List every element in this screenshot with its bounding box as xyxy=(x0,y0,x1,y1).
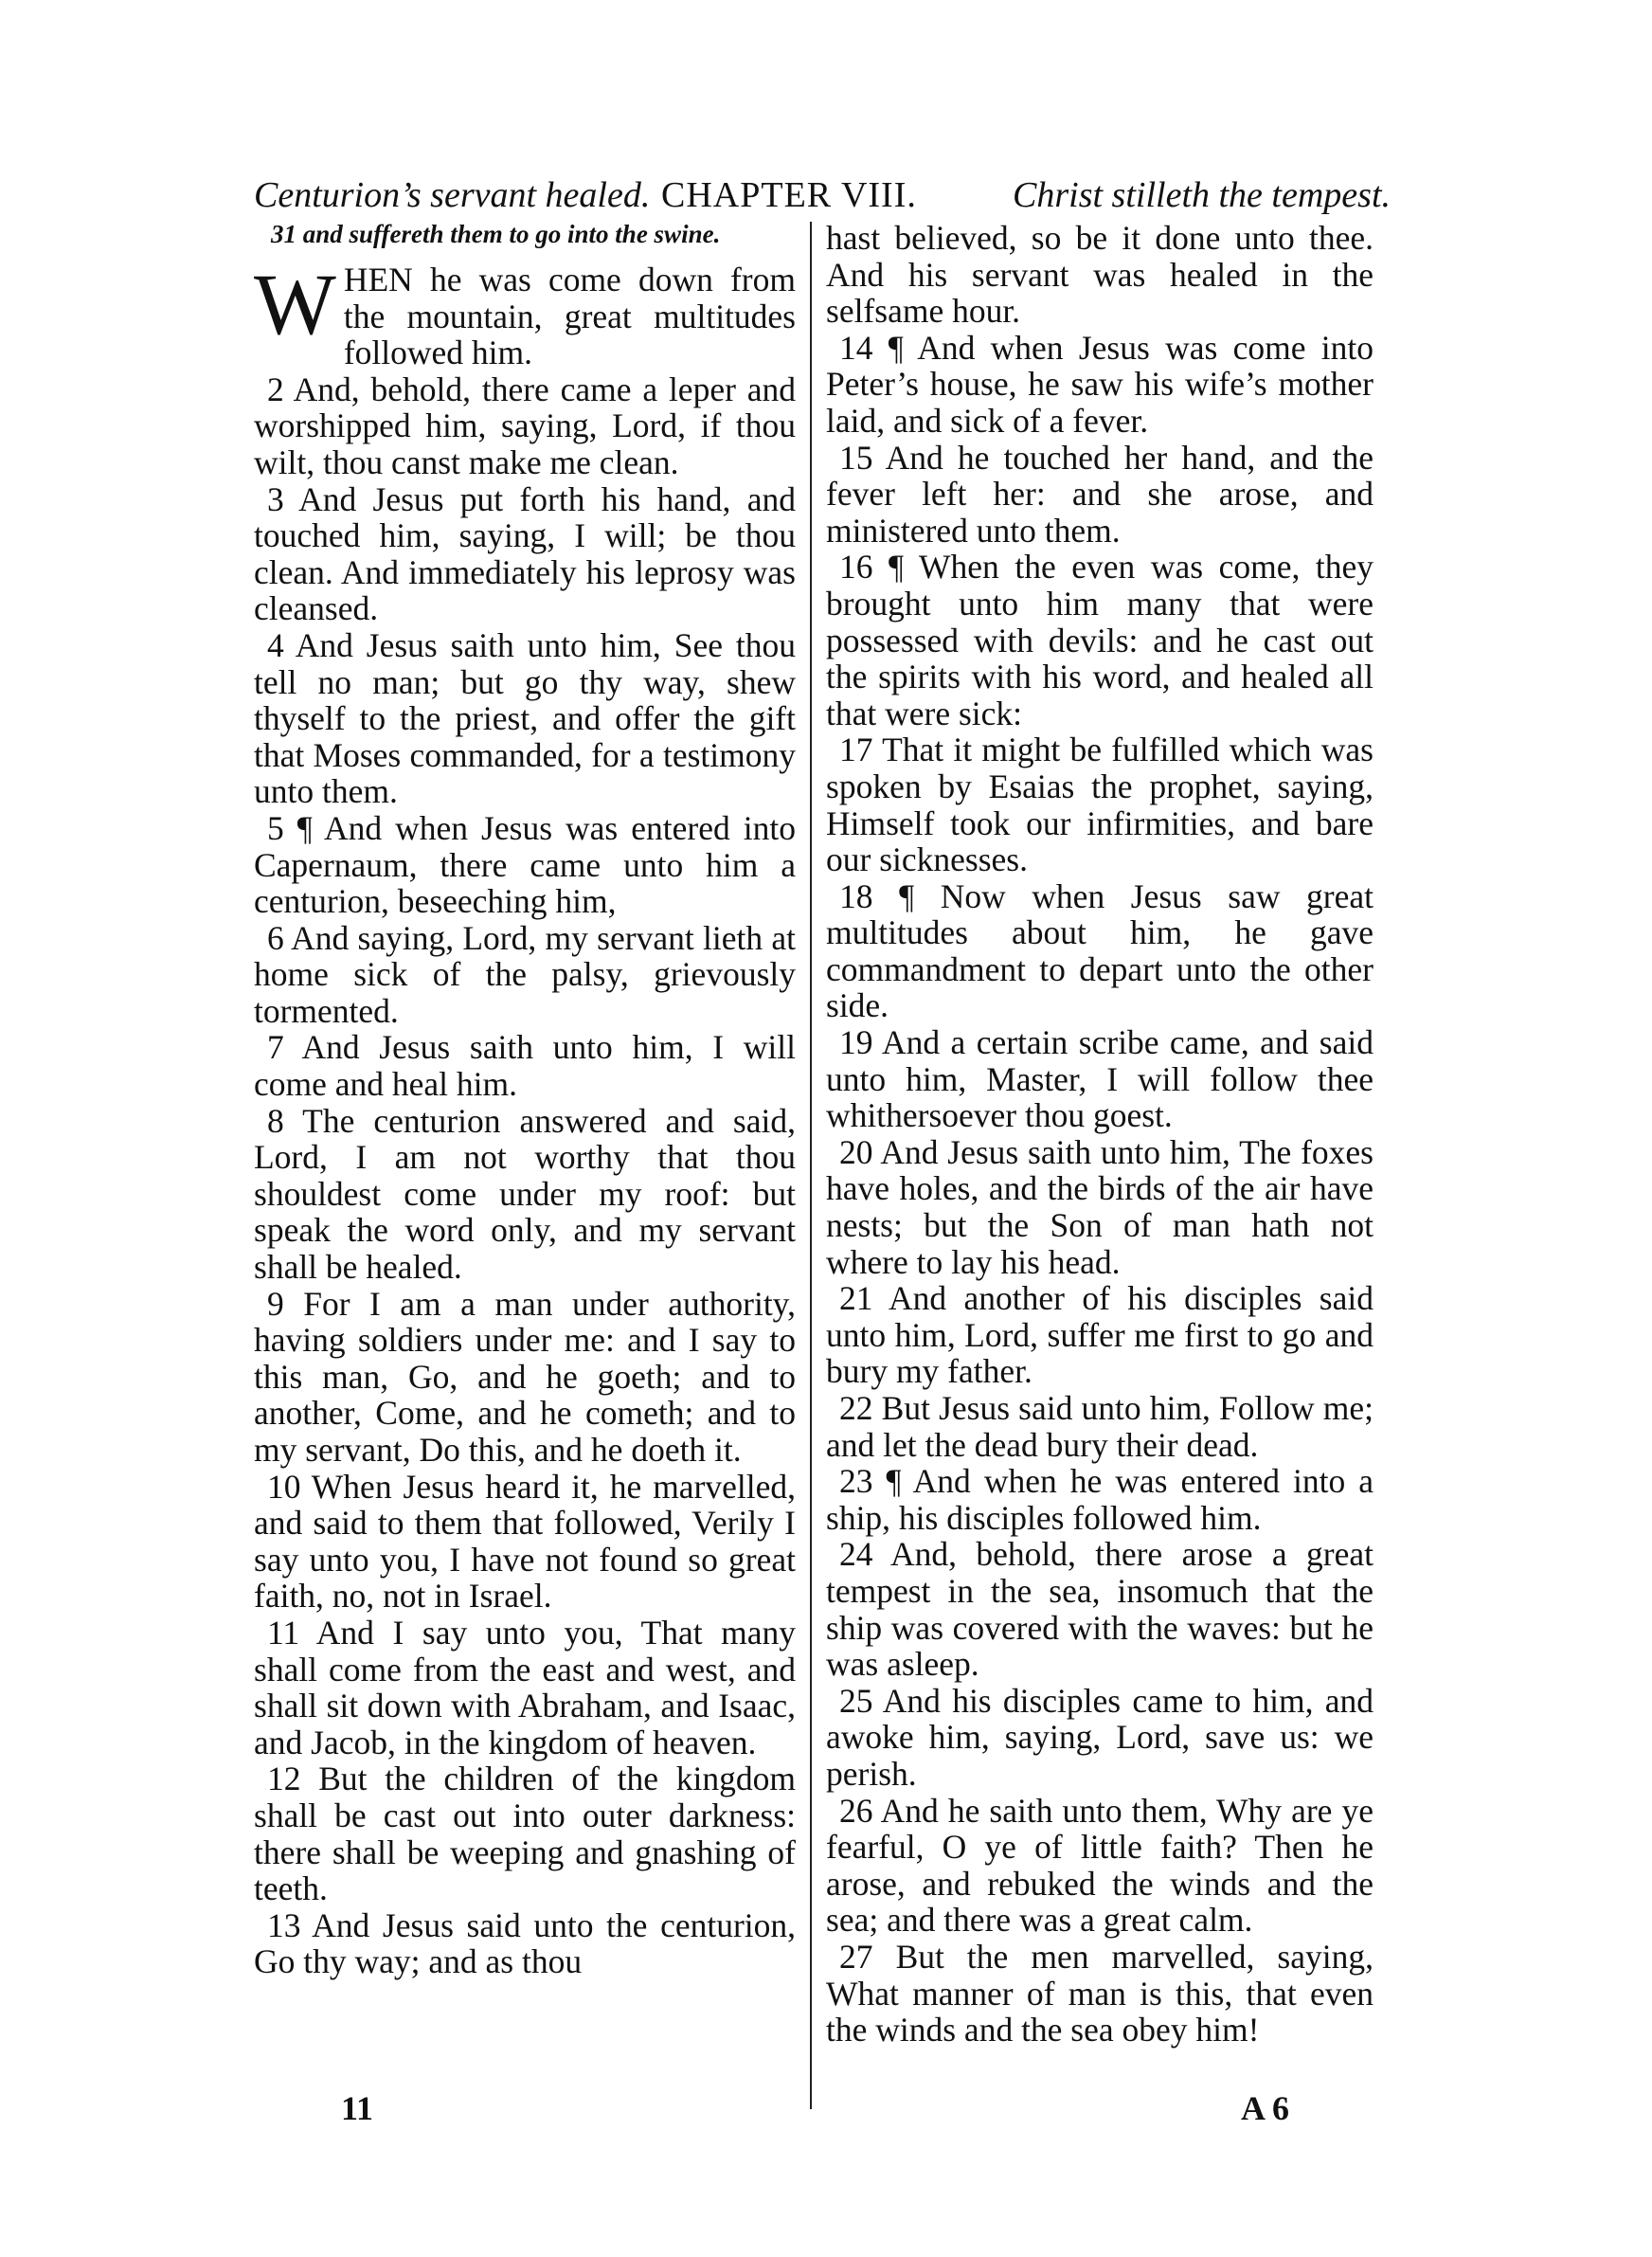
chapter-title: CHAPTER VIII. xyxy=(661,175,917,215)
verse: 20 And Jesus saith unto him, The foxes have holes, and the birds of the air have nests; but the Son of man hath not where to lay his head. xyxy=(826,1132,1374,1281)
column-divider xyxy=(810,222,812,2109)
verse: 2 And, behold, there came a leper and worshipped him, saying, Lord, if thou wilt, thou canst make me clean. xyxy=(254,370,796,481)
verse: 22 But Jesus said unto him, Follow me; and let the dead bury their dead. xyxy=(826,1389,1374,1464)
verse: 24 And, behold, there arose a great tempest in the sea, insomuch that the ship was covered with the waves: but he was asleep. xyxy=(826,1535,1374,1684)
signature-mark: A 6 xyxy=(1241,2089,1290,2127)
verse-1-text: HEN he was come down from the mountain, great multitudes followed him. xyxy=(343,261,796,372)
page-number: 11 xyxy=(341,2089,374,2127)
verse-1 xyxy=(254,256,796,372)
verse: 25 And his disciples came to him, and awoke him, saying, Lord, save us: we perish. xyxy=(826,1681,1374,1793)
verse: 27 But the men marvelled, saying, What manner of man is this, that even the winds and the sea obey him! xyxy=(826,1937,1374,2049)
verse: 23 ¶ And when he was entered into a ship, his disciples followed him. xyxy=(826,1462,1374,1537)
verse: 7 And Jesus saith unto him, I will come and heal him. xyxy=(254,1028,796,1104)
verse: 26 And he saith unto them, Why are ye fearful, O ye of little faith? Then he arose, and rebuked the winds and the sea; and there was a great calm. xyxy=(826,1791,1374,1940)
header-left: Centurion’s servant healed. xyxy=(254,175,651,215)
verse: 16 ¶ When the even was come, they brought unto him many that were possessed with devils: and he cast out the spirits with his word, and healed all that were sick: xyxy=(826,548,1374,732)
chapter-summary-tail: 31 and suffereth them to go into the swine. xyxy=(271,220,721,248)
verse: 9 For I am a man under authority, having soldiers under me: and I say to this man, Go, and he goeth; and to another, Come, and he cometh; and to my servant, Do this, and he doeth it. xyxy=(254,1284,796,1469)
header-right: Christ stilleth the tempest. xyxy=(1013,175,1391,215)
left-column xyxy=(254,220,796,2105)
verse: 17 That it might be fulfilled which was spoken by Esaias the prophet, saying, Himself took our infirmities, and bare our sicknesses. xyxy=(826,731,1374,879)
verse: 15 And he touched her hand, and the fever left her: and she arose, and ministered unto them. xyxy=(826,438,1374,550)
verse: 8 The centurion answered and said, Lord, I am not worthy that thou shouldest come under my roof: but speak the word only, and my servant shall be healed. xyxy=(254,1101,796,1287)
verse: 3 And Jesus put forth his hand, and touched him, saying, I will; be thou clean. And immediately his leprosy was cleansed. xyxy=(254,479,796,628)
verse-continuation: hast believed, so be it done unto thee. And his servant was healed in the selfsame hour. xyxy=(826,219,1374,331)
running-header xyxy=(254,169,1391,222)
verse: 5 ¶ And when Jesus was entered into Capernaum, there came unto him a centurion, beseeching him, xyxy=(254,808,796,921)
verse: 18 ¶ Now when Jesus saw great multitudes about him, he gave commandment to depart unto the other side. xyxy=(826,876,1374,1025)
verse: 6 And saying, Lord, my servant lieth at home sick of the palsy, grievously tormented. xyxy=(254,918,796,1030)
drop-cap: W xyxy=(254,256,336,352)
right-column xyxy=(826,220,1374,2105)
verse: 21 And another of his disciples said unto him, Lord, suffer me first to go and bury my father. xyxy=(826,1279,1374,1391)
verse: 4 And Jesus saith unto him, See thou tell no man; but go thy way, shew thyself to the priest, and offer the gift that Moses commanded, for a testimony unto them. xyxy=(254,625,796,811)
verse: 19 And a certain scribe came, and said unto him, Master, I will follow thee whithersoever thou goest. xyxy=(826,1023,1374,1135)
verse: 10 When Jesus heard it, he marvelled, and said to them that followed, Verily I say unto you, I have not found so great faith, no, not in Israel. xyxy=(254,1467,796,1616)
verse: 12 But the children of the kingdom shall be cast out into outer darkness: there shall be weeping and gnashing of teeth. xyxy=(254,1760,796,1908)
verse: 11 And I say unto you, That many shall come from the east and west, and shall sit down with Abraham, and Isaac, and Jacob, in the kingdom of heaven. xyxy=(254,1613,796,1761)
verse: 14 ¶ And when Jesus was come into Peter’s house, he saw his wife’s mother laid, and sick of a fever. xyxy=(826,328,1374,440)
verse: 13 And Jesus said unto the centurion, Go thy way; and as thou xyxy=(254,1905,796,1981)
